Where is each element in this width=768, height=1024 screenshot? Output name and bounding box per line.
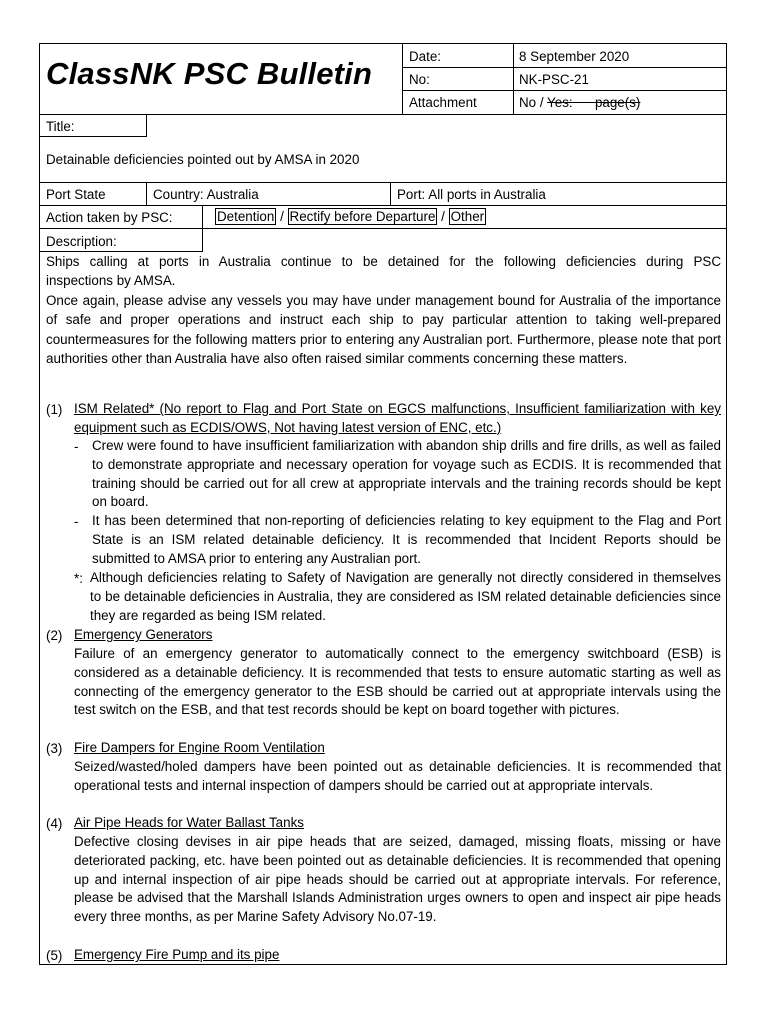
- action-divider: [202, 205, 203, 228]
- title-label-line: [39, 136, 147, 137]
- action-separator: /: [441, 209, 445, 224]
- item-3-heading-wrap: [74, 739, 721, 758]
- port-divider: [390, 182, 391, 205]
- header-row-line: [402, 67, 727, 68]
- description-label: Description:: [46, 234, 117, 249]
- item-2-body: Failure of an emergency generator to automatically connect to the emergency switchboard (ESB) is considered as a detainable deficiency. It is recommended that tests to ensure automatic starting as well as connecting of the emergency generator to the ESB should be carried out at appropriate intervals using the test switch on the ESB, and that test records should be kept on board together with pictures.: [74, 646, 721, 718]
- item-5-number: (5): [46, 948, 63, 963]
- item-3-heading: Fire Dampers for Engine Room Ventilation: [74, 740, 325, 755]
- title-label-divider: [146, 114, 147, 137]
- item-4-body: Defective closing devises in air pipe heads that are seized, damaged, missing floats, missing or have deteriorated packing, etc. have been pointed out as detainable deficiencies. It is recommended that opening up and internal inspection of air pipe heads should be carried out at appropriate intervals. For reference, please be advised that the Marshall Islands Administration urges owners to open and inspect air pipe heads every three months, as per Marine Safety Advisory No.07-19.: [74, 834, 721, 925]
- item-5-heading: Emergency Fire Pump and its pipe: [74, 947, 280, 962]
- item-2-heading: Emergency Generators: [74, 627, 213, 642]
- no-label: No:: [409, 72, 430, 87]
- attachment-yes: Yes:: [547, 95, 573, 110]
- bulletin-title: ClassNK PSC Bulletin: [46, 56, 373, 91]
- description-label-divider: [202, 228, 203, 251]
- action-label: Action taken by PSC:: [46, 210, 173, 225]
- item-1-note: Although deficiencies relating to Safety of Navigation are generally not directly considered in themselves to be detainable deficiencies in Australia, they are considered as ISM related detainable deficiencies since they are regarded as being ISM related.: [90, 570, 721, 623]
- item-3-number: (3): [46, 741, 63, 756]
- item-1-number: (1): [46, 402, 63, 417]
- title-bottom-line: [39, 182, 727, 183]
- description-para1-line2: inspections by AMSA.: [46, 273, 176, 288]
- port-state-label: Port State: [46, 187, 106, 202]
- action-other: Other: [450, 209, 485, 224]
- action-options: [215, 207, 486, 226]
- date-value: 8 September 2020: [519, 49, 630, 64]
- item-4-heading-wrap: [74, 814, 721, 833]
- item-2-number: (2): [46, 628, 63, 643]
- description-para1-line1: Ships calling at ports in Australia continue to be detained for the following deficiencies during PSC: [46, 254, 721, 269]
- header-divider: [402, 43, 403, 114]
- port-value: Port: All ports in Australia: [397, 187, 546, 202]
- attachment-pages-gap: [573, 95, 595, 110]
- item-3-body: Seized/wasted/holed dampers have been pointed out as detainable deficiencies. It is recommended that operational tests and internal inspection of dampers should be carried out at appropriate intervals.: [74, 759, 721, 793]
- item-1-heading: ISM Related* (No report to Flag and Port State on EGCS malfunctions, Insufficient familiarization with key equipment such as ECDIS/OWS, Not having latest version of ENC, etc.): [74, 401, 721, 435]
- item-1-bullet-2: It has been determined that non-reporting of deficiencies relating to key equipment to the Flag and Port State is an ISM related detainable deficiency. It is recommended that Incident Reports should be submitted to AMSA prior to entering any Australian port.: [92, 513, 721, 566]
- item-4-heading: Air Pipe Heads for Water Ballast Tanks: [74, 815, 304, 830]
- action-bottom-line: [39, 228, 727, 229]
- action-detention: Detention: [217, 209, 275, 224]
- action-separator: /: [280, 209, 284, 224]
- no-value: NK-PSC-21: [519, 72, 589, 87]
- attachment-pages: page(s): [594, 95, 641, 110]
- date-label: Date:: [409, 49, 442, 64]
- port-bottom-line: [39, 205, 727, 206]
- item-5-heading-wrap: [74, 946, 721, 965]
- header-divider: [513, 43, 514, 114]
- attachment-label: Attachment: [409, 95, 477, 110]
- header-bottom-line: [39, 114, 727, 115]
- item-1-note-mark: *:: [74, 571, 83, 586]
- attachment-no: No /: [519, 95, 544, 110]
- item-1-bullet-1: Crew were found to have insufficient familiarization with abandon ship drills and fire drills, as well as failed to demonstrate appropriate and necessary operation for voyage such as ECDIS. It is recommended that training should be carried out for all crew at appropriate intervals and the training records should be kept on board.: [92, 438, 721, 510]
- attachment-value: [519, 93, 640, 112]
- item-4-number: (4): [46, 816, 63, 831]
- item-2-heading-wrap: [74, 626, 721, 645]
- country-value: Country: Australia: [153, 187, 259, 202]
- header-row-line: [402, 90, 727, 91]
- item-1-bullet-1-mark: -: [74, 439, 79, 454]
- title-value: Detainable deficiencies pointed out by AMSA in 2020: [46, 152, 360, 167]
- title-label: Title:: [46, 119, 75, 134]
- port-divider: [146, 182, 147, 205]
- description-para2: Once again, please advise any vessels you may have under management bound for Australia of the importance of safe and proper operations and instruct each ship to pay particular attention to taking well-prepared countermeasures for the following matters prior to entering any Australian port. Furthermore, please note that port authorities other than Australia have also often raised similar comments concerning these matters.: [46, 293, 721, 366]
- action-rectify: Rectify before Departure: [289, 209, 436, 224]
- item-1-bullet-2-mark: -: [74, 514, 79, 529]
